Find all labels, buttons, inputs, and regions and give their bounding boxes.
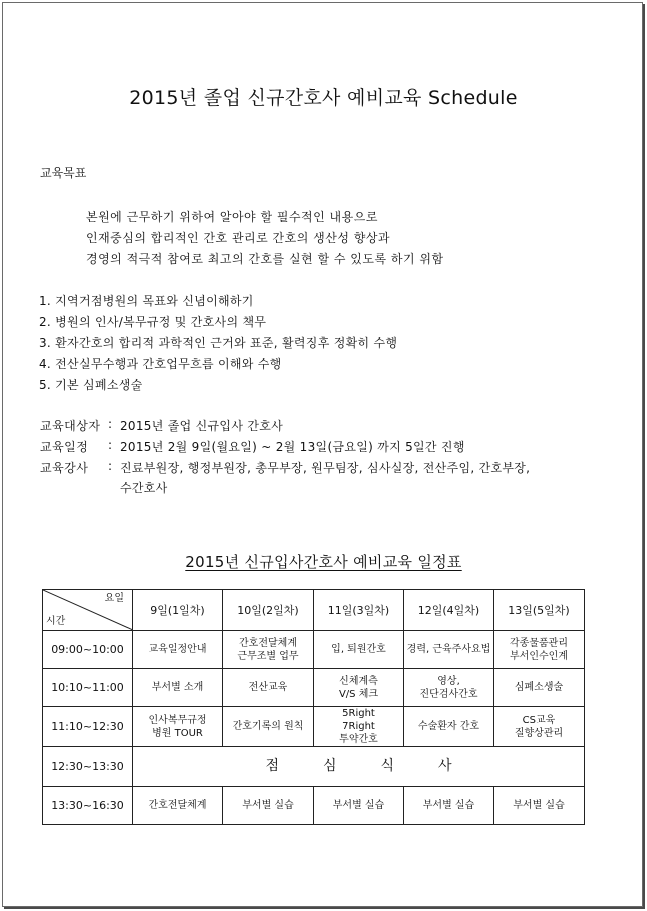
period-label: 교육일정 bbox=[40, 440, 89, 454]
session-cell bbox=[404, 707, 494, 747]
session-cell bbox=[133, 669, 223, 707]
info-colon: : bbox=[108, 417, 113, 431]
objective-item: 1. 지역거점병원의 목표와 신념이해하기 bbox=[39, 294, 254, 308]
info-colon: : bbox=[108, 459, 113, 473]
goal-line: 경영의 적극적 참여로 최고의 간호를 실현 할 수 있도록 하기 위함 bbox=[86, 252, 444, 266]
session-text: 신체계측 bbox=[339, 675, 378, 687]
time-cell: 13:30~16:30 bbox=[43, 787, 133, 825]
table-row bbox=[43, 787, 585, 825]
session-text: 각종물품관리 bbox=[510, 637, 568, 649]
time-cell: 12:30~13:30 bbox=[43, 747, 133, 787]
day-header: 11일(3일차) bbox=[314, 590, 404, 631]
lunch-row bbox=[43, 747, 585, 787]
corner-day-label: 요일 bbox=[104, 593, 124, 604]
session-text: CS교육 bbox=[522, 714, 556, 726]
session-text: 5Right bbox=[342, 708, 375, 719]
time-cell: 11:10~12:30 bbox=[43, 707, 133, 747]
session-cell bbox=[223, 669, 314, 707]
session-text: 부서인수인계 bbox=[510, 650, 568, 662]
objective-item: 5. 기본 심폐소생술 bbox=[39, 378, 143, 392]
session-cell bbox=[404, 631, 494, 669]
lecturer-value-cont: 수간호사 bbox=[120, 481, 168, 495]
session-cell bbox=[404, 669, 494, 707]
day-header: 9일(1일차) bbox=[133, 590, 223, 631]
time-cell: 10:10~11:00 bbox=[43, 669, 133, 707]
session-text: 경력, 근육주사요법 bbox=[406, 644, 491, 655]
goal-line: 인재중심의 합리적인 간호 관리로 간호의 생산성 향상과 bbox=[86, 231, 391, 245]
lecturer-label: 교육강사 bbox=[40, 461, 89, 475]
session-text: 영상, bbox=[437, 675, 460, 687]
session-cell: 부서별 실습 bbox=[314, 787, 404, 825]
session-text: 진단검사간호 bbox=[419, 688, 478, 700]
session-cell: 간호전달체계 bbox=[133, 787, 223, 825]
session-cell: 부서별 실습 bbox=[404, 787, 494, 825]
time-cell: 09:00~10:00 bbox=[43, 631, 133, 669]
schedule-table bbox=[42, 589, 585, 825]
session-text: 부서별 소개 bbox=[151, 682, 204, 693]
session-text: 입, 퇴원간호 bbox=[331, 644, 386, 655]
lunch-char: 점 bbox=[265, 758, 279, 774]
table-row bbox=[43, 707, 585, 747]
objective-item: 2. 병원의 인사/복무규정 및 간호사의 책무 bbox=[39, 315, 267, 329]
session-cell: 부서별 실습 bbox=[494, 787, 585, 825]
session-text: 수술환자 간호 bbox=[417, 721, 480, 732]
corner-time-label: 시간 bbox=[46, 616, 66, 627]
session-text: 인사복무규정 bbox=[148, 714, 207, 726]
lunch-char: 사 bbox=[438, 758, 452, 774]
session-cell bbox=[494, 707, 585, 747]
session-text: 7Right bbox=[342, 721, 375, 732]
session-cell bbox=[494, 669, 585, 707]
lunch-char: 식 bbox=[380, 758, 395, 774]
day-header: 12일(4일차) bbox=[404, 590, 494, 631]
session-cell bbox=[133, 631, 223, 669]
session-cell bbox=[133, 707, 223, 747]
lecturer-value: 진료부원장, 행정부원장, 총무부장, 원무팀장, 심사실장, 전산주임, 간호부장, bbox=[120, 461, 531, 475]
session-text: 심폐소생술 bbox=[514, 682, 564, 693]
info-colon: : bbox=[108, 438, 113, 452]
session-text: 교육일정안내 bbox=[148, 644, 207, 655]
session-cell bbox=[223, 707, 314, 747]
session-text: V/S 체크 bbox=[338, 688, 379, 700]
session-cell bbox=[314, 707, 404, 747]
document-title: 2015년 졸업 신규간호사 예비교육 Schedule bbox=[129, 87, 518, 109]
session-cell bbox=[223, 631, 314, 669]
day-header: 13일(5일차) bbox=[494, 590, 585, 631]
target-label: 교육대상자 bbox=[40, 419, 101, 433]
objective-item: 4. 전산실무수행과 간호업무흐름 이해와 수행 bbox=[39, 357, 282, 371]
session-text: 투약간호 bbox=[339, 734, 378, 745]
target-value: 2015년 졸업 신규입사 간호사 bbox=[120, 419, 284, 433]
session-cell bbox=[314, 631, 404, 669]
session-text: 질향상관리 bbox=[514, 727, 564, 739]
goal-heading: 교육목표 bbox=[40, 166, 87, 180]
session-text: 전산교육 bbox=[248, 682, 288, 693]
table-corner-cell bbox=[43, 590, 133, 631]
table-row bbox=[43, 669, 585, 707]
lunch-cell bbox=[133, 747, 585, 787]
session-cell bbox=[314, 669, 404, 707]
session-text: 병원 TOUR bbox=[152, 727, 203, 739]
table-row bbox=[43, 631, 585, 669]
day-header: 10일(2일차) bbox=[223, 590, 314, 631]
session-text: 간호전달체계 bbox=[239, 637, 297, 649]
session-cell bbox=[494, 631, 585, 669]
schedule-title: 2015년 신규입사간호사 예비교육 일정표 bbox=[185, 553, 462, 571]
session-text: 근무조별 업무 bbox=[237, 650, 299, 662]
session-text: 간호기록의 원칙 bbox=[232, 721, 304, 732]
lunch-char: 심 bbox=[322, 758, 337, 774]
period-value: 2015년 2월 9일(월요일) ~ 2월 13일(금요일) 까지 5일간 진행 bbox=[120, 440, 465, 454]
objective-item: 3. 환자간호의 합리적 과학적인 근거와 표준, 활력징후 정확히 수행 bbox=[39, 336, 398, 350]
goal-line: 본원에 근무하기 위하여 알아야 할 필수적인 내용으로 bbox=[86, 210, 378, 224]
session-cell: 부서별 실습 bbox=[223, 787, 314, 825]
